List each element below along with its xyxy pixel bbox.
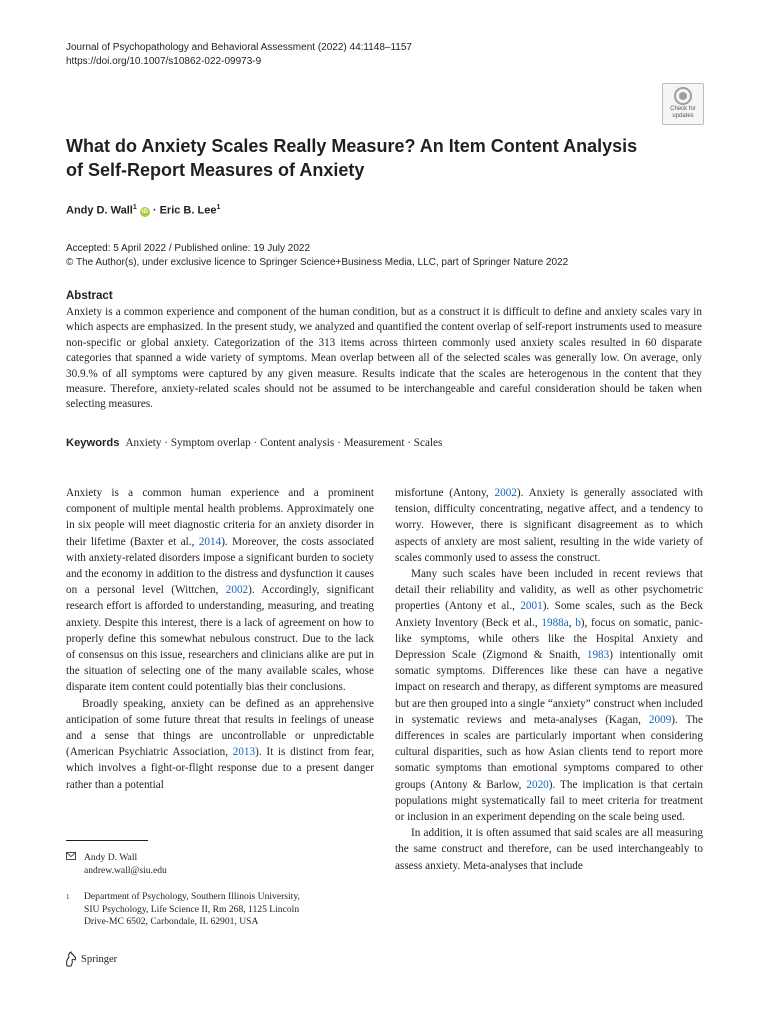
author-affiliation-1: 1 [132,204,137,211]
paragraph [395,825,703,874]
affiliation-mark: 1 [66,893,70,901]
text-run: ). Anxiety is generally associated with tension, difficulty concentrating, negative affect, and a tendency to worry. However, there is significant disagreement as to which aspects of anxiety are most salient, resulting in the wide variety of scales commonly used to assess the construct. [395,487,703,564]
citation-link[interactable]: 1983 [586,649,610,662]
author-list [66,204,220,217]
citation-link[interactable]: 2013 [232,746,256,759]
body-column-left [66,485,374,793]
corresponding-author-name: Andy D. Wall [84,852,138,863]
paragraph [395,566,703,825]
paragraph [66,485,374,696]
keywords-list: Anxiety · Symptom overlap · Content analysis · Measurement · Scales [125,437,443,449]
abstract-text: Anxiety is a common experience and component of the human condition, but as a construct it is difficult to define and anxiety scales vary in which aspects are emphasized. In the present study, we analyzed and quantified the content overlap of self-report instruments used to measure non-specific or global anxiety. Categorization of the 313 items across thirteen commonly used anxiety scales resulted in 60 disparate categories that spanned a wide variety of symptoms. Mean overlap between all of the selected scales was generally low. On average, only 30.9.% of all symptoms were captured by any given measure. Results indicate that the scales are heterogenous in the content that they measure. Therefore, anxiety-related scales should not be assumed to be interchangeable and careful consideration should be taken when selecting measures. [66,306,702,411]
journal-header [66,41,412,68]
springer-horse-icon [64,951,78,967]
text-run: ). The implication is that certain populations might systematically fail to meet criteria for treatment or inclusion in an experiment depending on the scale being used. [395,778,703,824]
text-run: , [568,616,576,629]
text-run: ). The differences in scales are particularly important when considering cultural disparities, such as how Asian clients tend to report more somatic symptoms than emotional symptoms compared to other groups (Antony & Barlow, [395,713,703,791]
text-run: ). It is distinct from fear, which involves a fight-or-flight response due to a present danger rather than a potential [66,746,374,791]
keywords [66,437,442,449]
paragraph [395,485,703,566]
keywords-heading: Keywords [66,437,120,449]
check-for-updates-badge[interactable] [662,83,704,125]
text-run: ), focus on somatic, panic-like symptoms, while others like the Hospital Anxiety and Depression Scale (Zigmond & Snaith, [395,616,703,662]
text-run: ) intentionally omit somatic symptoms. Differences like these can have a negative impact on research and therapy, as different symptoms are measured but are then grouped into a single “anxiety” construct when included in systematic reviews and meta-analyses (Kagan, [395,649,703,726]
citation-link[interactable]: 2002 [494,487,517,499]
publisher-name: Springer [81,953,118,965]
copyright-line: © The Author(s), under exclusive licence to Springer Science+Business Media, LLC, part of Springer Nature 2022 [66,256,569,268]
text-run: Broadly speaking, anxiety can be defined as an apprehensive anticipation of some future threat that results in feelings of unease and a sense that things are uncontrollable or unpredictable (American Psychiatric Association, [66,697,374,759]
affiliation-line: Department of Psychology, Southern Illinois University, [84,891,300,902]
paragraph [66,696,374,793]
text-run: ). Accordingly, significant research effort is afforded to understanding, measuring, and treating anxiety. Despite this interest, there is a lack of agreement on how to properly define this somewhat nebulous construct. Due to the lack of consensus on this issue, researchers and clinicians alike are put in the situation of selecting one of the many available scales, whose disparate item content could potentially bias their conclusions. [66,584,374,694]
envelope-icon [66,852,84,877]
badge-line2: updates [672,112,694,119]
badge-line1: Check for [670,106,696,112]
citation-link[interactable]: 2020 [526,778,549,791]
text-run: ). Some scales, such as the Beck Anxiety Inventory (Beck et al., [395,600,703,629]
text-run: Anxiety is a common human experience and a prominent component of multiple mental health problems. Approximately one in six people will meet diagnostic criteria for an anxiety disorder in their lifetime (Baxter et al., [66,487,374,548]
citation-link[interactable]: 2009 [648,713,672,726]
author-affiliation-2: 1 [216,204,221,211]
body-column-right [395,485,703,874]
citation-link[interactable]: 2014 [198,535,222,548]
publisher-logo [64,951,117,967]
abstract-heading: Abstract [66,290,113,302]
footnote-rule [66,840,148,841]
text-run: misfortune (Antony, [395,487,495,499]
author-name-2[interactable]: Eric B. Lee [159,204,217,217]
citation-link[interactable]: 1988a [541,616,569,629]
affiliation-footnote [66,891,300,929]
publication-info [66,242,568,269]
article-title: What do Anxiety Scales Really Measure? An Item Content Analysis of Self-Report Measures of Anxiety [66,136,638,180]
citation-link[interactable]: b [575,616,581,629]
corresponding-author-email[interactable]: andrew.wall@siu.edu [84,864,167,876]
journal-citation: Journal of Psychopathology and Behavioral Assessment (2022) 44:1148–1157 [66,42,412,53]
check-updates-icon [674,87,692,105]
text-run: ). Moreover, the costs associated with anxiety-related disorders impose a significant burden to society and the economy in addition to the distress and dysfunction it causes on a personal level (Wittchen, [66,535,374,597]
citation-link[interactable]: 2002 [225,584,249,597]
orcid-icon[interactable]: iD [141,208,148,215]
corresponding-author-footnote [66,852,167,877]
citation-link[interactable]: 2001 [520,600,543,613]
text-run: Many such scales have been included in recent reviews that detail their reliability and validity, as well as other psychometric properties (Antony et al., [395,568,703,613]
text-run: In addition, it is often assumed that said scales are all measuring the same construct and therefore, can be used interchangeably to assess anxiety. Meta-analyses that include [395,827,703,872]
affiliation-line: Drive-MC 6502, Carbondale, IL 62901, USA [84,916,259,928]
doi-link[interactable]: https://doi.org/10.1007/s10862-022-09973-9 [66,55,262,67]
affiliation-line: SIU Psychology, Life Science II, Rm 268, 1125 Lincoln [84,903,300,915]
dates-line: Accepted: 5 April 2022 / Published online: 19 July 2022 [66,243,311,254]
author-name-1[interactable]: Andy D. Wall [66,204,133,217]
author-separator: · [149,204,160,217]
